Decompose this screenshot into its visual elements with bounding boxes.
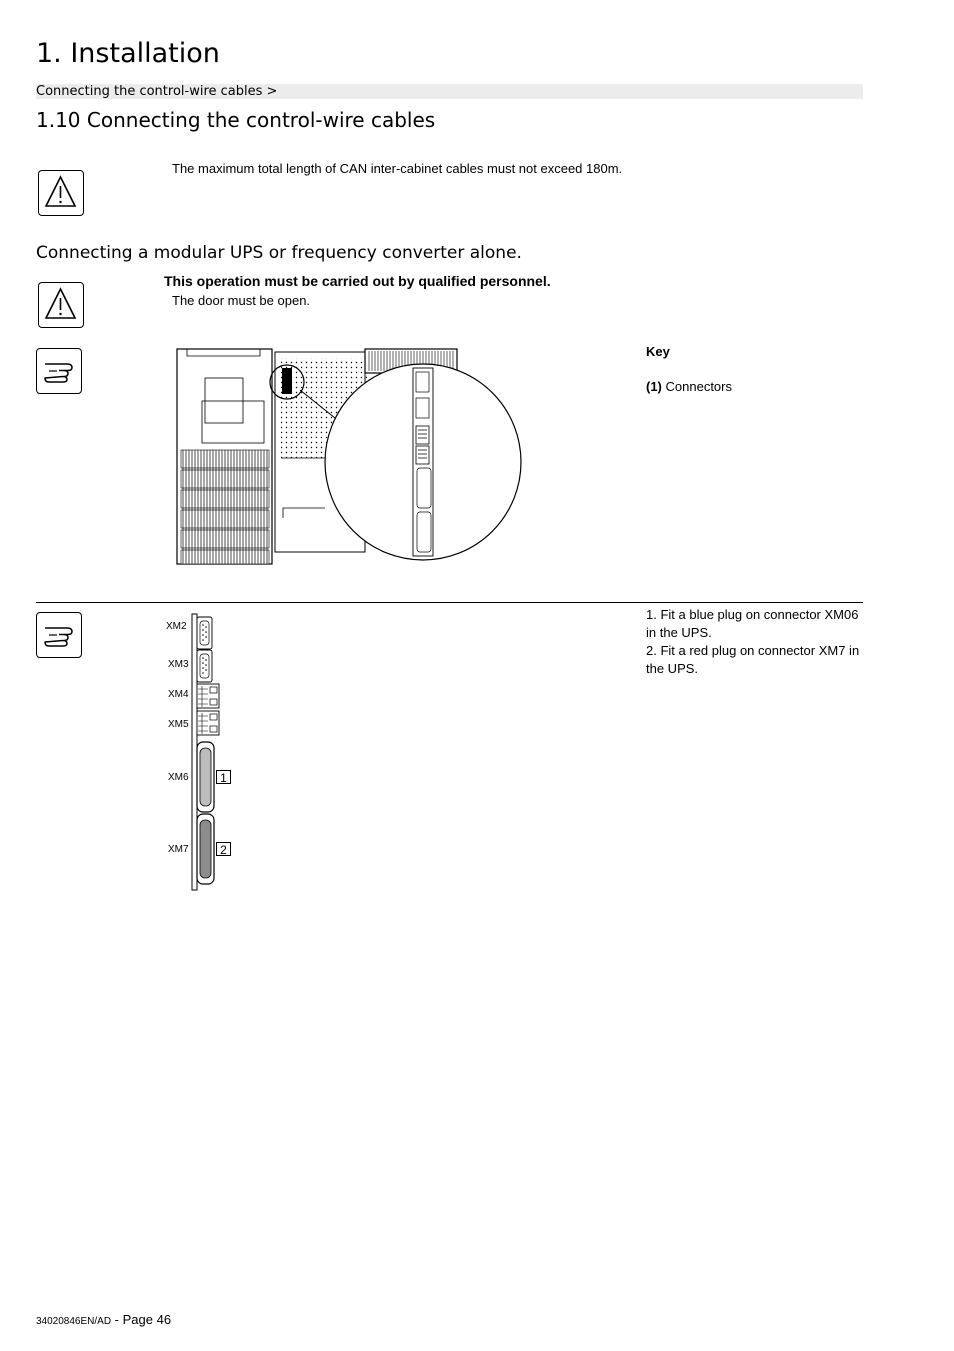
connector-label-xm3: XM3 bbox=[168, 659, 189, 670]
instruction-step-2: 2. Fit a red plug on connector XM7 in the UPS. bbox=[646, 643, 860, 676]
page-title: 1. Installation bbox=[36, 38, 220, 69]
document-reference: 34020846EN/AD bbox=[36, 1316, 112, 1327]
subsection-heading: Connecting a modular UPS or frequency converter alone. bbox=[36, 243, 522, 263]
connector-label-xm6: XM6 bbox=[168, 772, 189, 783]
warning-triangle-icon bbox=[38, 170, 84, 216]
pointing-hand-icon bbox=[36, 348, 82, 394]
key-title: Key bbox=[646, 344, 670, 359]
key-item-number: (1) bbox=[646, 379, 662, 394]
warning-text: The maximum total length of CAN inter-cabinet cables must not exceed 180m. bbox=[172, 161, 623, 176]
ups-cabinet-illustration bbox=[175, 346, 525, 566]
pointing-hand-icon bbox=[36, 612, 82, 658]
connector-label-xm7: XM7 bbox=[168, 844, 189, 855]
section-divider bbox=[36, 602, 863, 603]
instruction-step-1: 1. Fit a blue plug on connector XM06 in the UPS. bbox=[646, 607, 859, 640]
page-footer bbox=[36, 1312, 171, 1327]
breadcrumb[interactable]: Connecting the control-wire cables > bbox=[36, 84, 863, 99]
page-number: - Page 46 bbox=[111, 1312, 172, 1327]
callout-box-2: 2 bbox=[216, 842, 231, 856]
warning-triangle-icon bbox=[38, 282, 84, 328]
connector-label-xm2: XM2 bbox=[166, 621, 187, 632]
qualified-personnel-note: This operation must be carried out by qualified personnel. bbox=[164, 273, 551, 289]
connector-label-xm5: XM5 bbox=[168, 719, 189, 730]
key-item bbox=[646, 378, 732, 396]
connector-label-xm4: XM4 bbox=[168, 689, 189, 700]
callout-box-1: 1 bbox=[216, 770, 231, 784]
door-note: The door must be open. bbox=[172, 293, 311, 308]
key-item-label: Connectors bbox=[665, 379, 732, 394]
section-heading: 1.10 Connecting the control-wire cables bbox=[36, 108, 436, 132]
